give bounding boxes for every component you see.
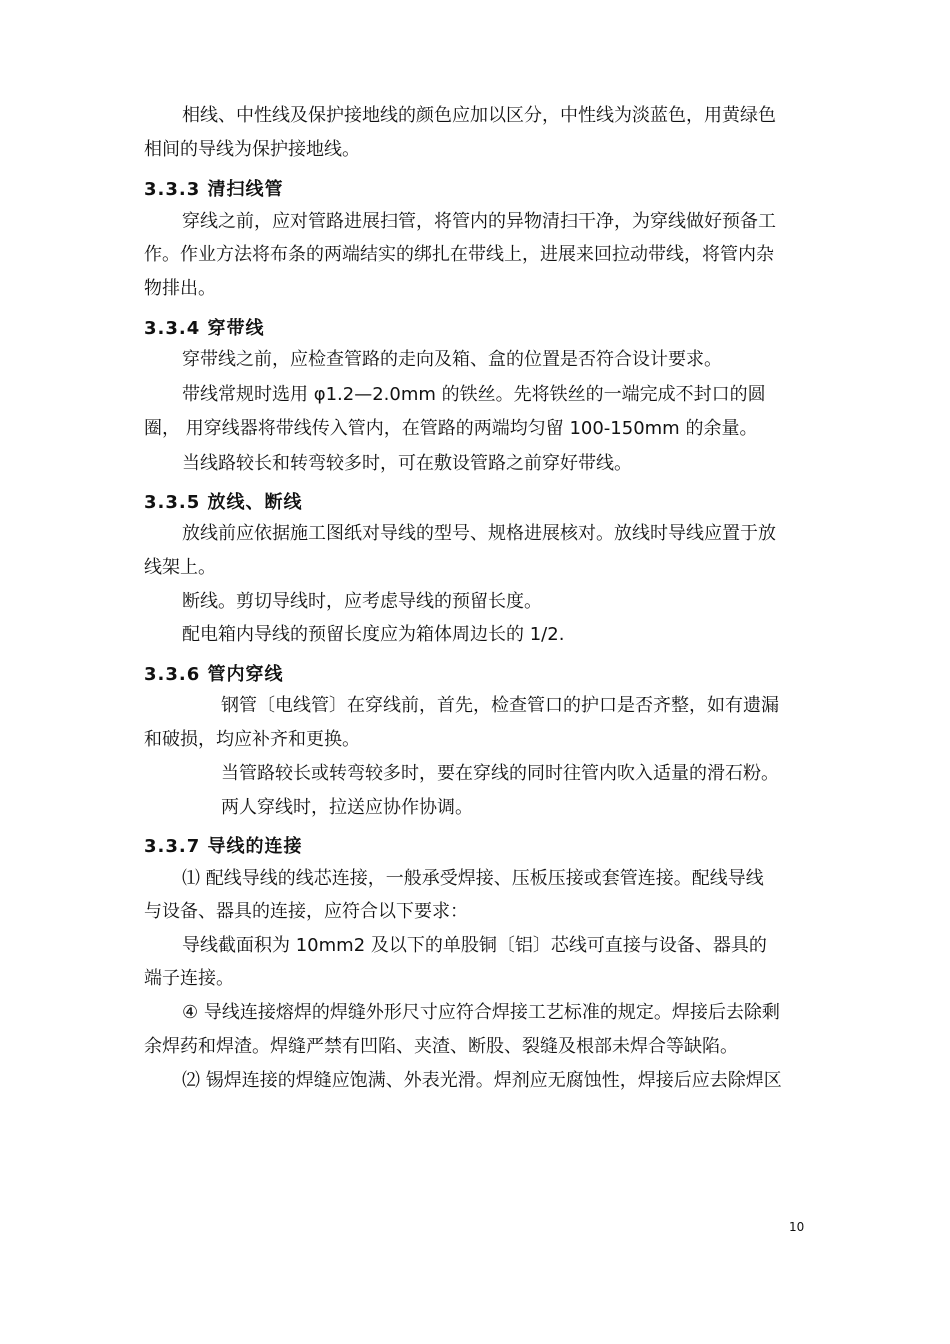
page-number: 10 bbox=[789, 1220, 805, 1234]
text-line: ④ 导线连接熔焊的焊缝外形尺寸应符合焊接工艺标准的规定。焊接后去除剩 bbox=[182, 1002, 780, 1023]
text-line: 穿带线之前，应检查管路的走向及箱、盒的位置是否符合设计要求。 bbox=[182, 349, 722, 370]
text-line: 相线、中性线及保护接地线的颜色应加以区分，中性线为淡蓝色，用黄绿色 bbox=[182, 105, 776, 126]
text-line: 线架上。 bbox=[144, 557, 216, 578]
text-line: 钢管〔电线管〕在穿线前，首先，检查管口的护口是否齐整，如有遗漏 bbox=[221, 695, 779, 716]
text-line: 断线。剪切导线时，应考虑导线的预留长度。 bbox=[182, 591, 542, 612]
section-heading: 3.3.3 清扫线管 bbox=[144, 179, 284, 200]
text-line: 物排出。 bbox=[144, 278, 216, 299]
text-line: ⑵ 锡焊连接的焊缝应饱满、外表光滑。焊剂应无腐蚀性，焊接后应去除焊区 bbox=[182, 1070, 782, 1091]
text-line: 导线截面积为 10mm2 及以下的单股铜〔铝〕芯线可直接与设备、器具的 bbox=[182, 935, 767, 956]
text-line: 配电箱内导线的预留长度应为箱体周边长的 1/2. bbox=[182, 624, 565, 645]
text-line: 作。作业方法将布条的两端结实的绑扎在带线上，进展来回拉动带线，将管内杂 bbox=[144, 244, 774, 265]
text-line: 端子连接。 bbox=[144, 968, 234, 989]
section-heading: 3.3.4 穿带线 bbox=[144, 318, 265, 339]
section-heading: 3.3.6 管内穿线 bbox=[144, 664, 284, 685]
text-line: 带线常规时选用 φ1.2—2.0mm 的铁丝。先将铁丝的一端完成不封口的圆 bbox=[182, 384, 766, 405]
section-heading: 3.3.5 放线、断线 bbox=[144, 492, 303, 513]
text-line: 与设备、器具的连接，应符合以下要求： bbox=[144, 901, 468, 922]
text-line: 圈， 用穿线器将带线传入管内，在管路的两端均匀留 100-150mm 的余量。 bbox=[144, 418, 758, 439]
text-line: ⑴ 配线导线的线芯连接，一般承受焊接、压板压接或套管连接。配线导线 bbox=[182, 868, 764, 889]
text-line: 穿线之前，应对管路进展扫管，将管内的异物清扫干净，为穿线做好预备工 bbox=[182, 211, 776, 232]
text-line: 放线前应依据施工图纸对导线的型号、规格进展核对。放线时导线应置于放 bbox=[182, 523, 776, 544]
text-line: 相间的导线为保护接地线。 bbox=[144, 139, 360, 160]
text-line: 当管路较长或转弯较多时，要在穿线的同时往管内吹入适量的滑石粉。 bbox=[221, 763, 779, 784]
text-line: 两人穿线时，拉送应协作协调。 bbox=[221, 797, 473, 818]
section-heading: 3.3.7 导线的连接 bbox=[144, 836, 303, 857]
text-line: 当线路较长和转弯较多时，可在敷设管路之前穿好带线。 bbox=[182, 453, 632, 474]
text-line: 余焊药和焊渣。焊缝严禁有凹陷、夹渣、断股、裂缝及根部未焊合等缺陷。 bbox=[144, 1036, 738, 1057]
text-line: 和破损，均应补齐和更换。 bbox=[144, 729, 360, 750]
